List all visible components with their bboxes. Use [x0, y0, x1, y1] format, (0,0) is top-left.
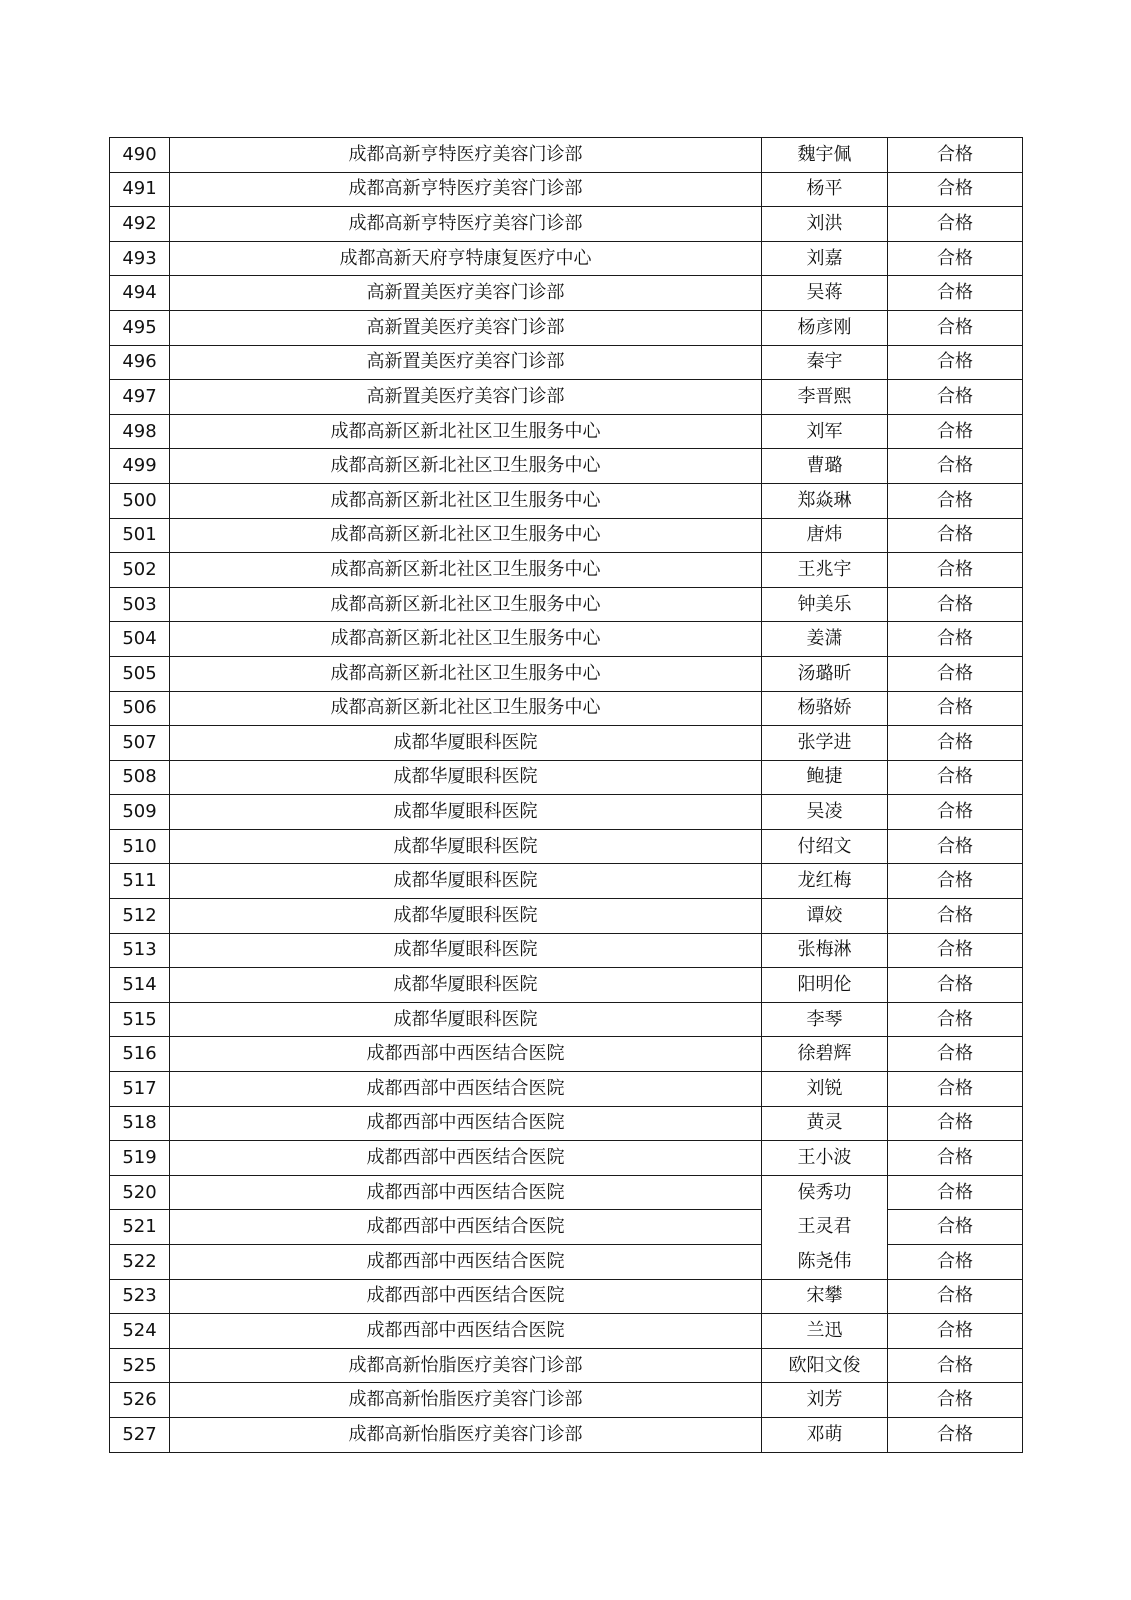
- result-cell: 合格: [888, 1383, 1023, 1418]
- person-name-cell: 刘嘉: [762, 241, 888, 276]
- person-name-cell: 宋攀: [762, 1279, 888, 1314]
- result-cell: 合格: [888, 864, 1023, 899]
- result-cell: 合格: [888, 345, 1023, 380]
- institution-cell: 成都西部中西医结合医院: [170, 1037, 762, 1072]
- institution-cell: 成都西部中西医结合医院: [170, 1106, 762, 1141]
- result-cell: 合格: [888, 1037, 1023, 1072]
- person-name-cell: 张梅淋: [762, 933, 888, 968]
- person-name-cell: 刘军: [762, 414, 888, 449]
- table-row: [110, 414, 1023, 449]
- table-row: [110, 1314, 1023, 1349]
- person-name-cell: 欧阳文俊: [762, 1348, 888, 1383]
- row-number-cell: 499: [110, 449, 170, 484]
- table-row: [110, 622, 1023, 657]
- row-number-cell: 509: [110, 795, 170, 830]
- person-name-cell: 钟美乐: [762, 587, 888, 622]
- row-number-cell: 523: [110, 1279, 170, 1314]
- person-name-cell: 刘锐: [762, 1072, 888, 1107]
- result-cell: 合格: [888, 587, 1023, 622]
- result-cell: 合格: [888, 760, 1023, 795]
- result-cell: 合格: [888, 483, 1023, 518]
- institution-cell: 成都西部中西医结合医院: [170, 1210, 762, 1245]
- person-name-cell: 侯秀功: [762, 1175, 888, 1210]
- person-name-cell: 张学进: [762, 726, 888, 761]
- table-row: [110, 1245, 1023, 1280]
- row-number-cell: 493: [110, 241, 170, 276]
- results-table-body: [110, 138, 1023, 1453]
- result-cell: 合格: [888, 829, 1023, 864]
- institution-cell: 成都华厦眼科医院: [170, 726, 762, 761]
- row-number-cell: 496: [110, 345, 170, 380]
- person-name-cell: 阳明伦: [762, 968, 888, 1003]
- row-number-cell: 512: [110, 899, 170, 934]
- table-row: [110, 310, 1023, 345]
- row-number-cell: 504: [110, 622, 170, 657]
- result-cell: 合格: [888, 310, 1023, 345]
- institution-cell: 高新置美医疗美容门诊部: [170, 345, 762, 380]
- institution-cell: 成都高新亨特医疗美容门诊部: [170, 207, 762, 242]
- table-row: [110, 933, 1023, 968]
- result-cell: 合格: [888, 968, 1023, 1003]
- institution-cell: 成都高新怡脂医疗美容门诊部: [170, 1383, 762, 1418]
- result-cell: 合格: [888, 138, 1023, 173]
- row-number-cell: 491: [110, 172, 170, 207]
- row-number-cell: 520: [110, 1175, 170, 1210]
- person-name-cell: 陈尧伟: [762, 1245, 888, 1280]
- person-name-cell: 王灵君: [762, 1210, 888, 1245]
- table-row: [110, 656, 1023, 691]
- person-name-cell: 杨骆娇: [762, 691, 888, 726]
- institution-cell: 成都高新怡脂医疗美容门诊部: [170, 1417, 762, 1452]
- person-name-cell: 吴蒋: [762, 276, 888, 311]
- table-row: [110, 1417, 1023, 1452]
- result-cell: 合格: [888, 1106, 1023, 1141]
- row-number-cell: 503: [110, 587, 170, 622]
- person-name-cell: 杨彦刚: [762, 310, 888, 345]
- result-cell: 合格: [888, 726, 1023, 761]
- institution-cell: 成都高新亨特医疗美容门诊部: [170, 172, 762, 207]
- row-number-cell: 515: [110, 1002, 170, 1037]
- institution-cell: 成都高新区新北社区卫生服务中心: [170, 449, 762, 484]
- row-number-cell: 526: [110, 1383, 170, 1418]
- table-row: [110, 1037, 1023, 1072]
- table-row: [110, 207, 1023, 242]
- institution-cell: 成都华厦眼科医院: [170, 1002, 762, 1037]
- person-name-cell: 刘芳: [762, 1383, 888, 1418]
- result-cell: 合格: [888, 1210, 1023, 1245]
- institution-cell: 成都西部中西医结合医院: [170, 1314, 762, 1349]
- person-name-cell: 汤璐昕: [762, 656, 888, 691]
- row-number-cell: 497: [110, 380, 170, 415]
- result-cell: 合格: [888, 691, 1023, 726]
- row-number-cell: 518: [110, 1106, 170, 1141]
- institution-cell: 成都华厦眼科医院: [170, 899, 762, 934]
- row-number-cell: 511: [110, 864, 170, 899]
- row-number-cell: 514: [110, 968, 170, 1003]
- row-number-cell: 505: [110, 656, 170, 691]
- result-cell: 合格: [888, 1175, 1023, 1210]
- row-number-cell: 498: [110, 414, 170, 449]
- institution-cell: 高新置美医疗美容门诊部: [170, 276, 762, 311]
- row-number-cell: 506: [110, 691, 170, 726]
- result-cell: 合格: [888, 899, 1023, 934]
- institution-cell: 成都西部中西医结合医院: [170, 1072, 762, 1107]
- table-row: [110, 795, 1023, 830]
- table-row: [110, 345, 1023, 380]
- institution-cell: 成都西部中西医结合医院: [170, 1175, 762, 1210]
- table-row: [110, 172, 1023, 207]
- table-row: [110, 1106, 1023, 1141]
- institution-cell: 成都西部中西医结合医院: [170, 1141, 762, 1176]
- row-number-cell: 494: [110, 276, 170, 311]
- person-name-cell: 兰迅: [762, 1314, 888, 1349]
- person-name-cell: 徐碧辉: [762, 1037, 888, 1072]
- row-number-cell: 501: [110, 518, 170, 553]
- row-number-cell: 500: [110, 483, 170, 518]
- institution-cell: 成都华厦眼科医院: [170, 933, 762, 968]
- person-name-cell: 王小波: [762, 1141, 888, 1176]
- result-cell: 合格: [888, 933, 1023, 968]
- result-cell: 合格: [888, 795, 1023, 830]
- result-cell: 合格: [888, 1279, 1023, 1314]
- person-name-cell: 秦宇: [762, 345, 888, 380]
- table-row: [110, 1175, 1023, 1210]
- row-number-cell: 513: [110, 933, 170, 968]
- row-number-cell: 521: [110, 1210, 170, 1245]
- person-name-cell: 谭姣: [762, 899, 888, 934]
- institution-cell: 成都华厦眼科医院: [170, 864, 762, 899]
- table-row: [110, 1348, 1023, 1383]
- institution-cell: 成都高新区新北社区卫生服务中心: [170, 691, 762, 726]
- institution-cell: 高新置美医疗美容门诊部: [170, 310, 762, 345]
- person-name-cell: 李琴: [762, 1002, 888, 1037]
- institution-cell: 成都高新区新北社区卫生服务中心: [170, 518, 762, 553]
- table-row: [110, 864, 1023, 899]
- person-name-cell: 杨平: [762, 172, 888, 207]
- institution-cell: 成都华厦眼科医院: [170, 829, 762, 864]
- person-name-cell: 李晋熙: [762, 380, 888, 415]
- table-row: [110, 726, 1023, 761]
- institution-cell: 成都高新区新北社区卫生服务中心: [170, 587, 762, 622]
- result-cell: 合格: [888, 1141, 1023, 1176]
- table-row: [110, 1210, 1023, 1245]
- table-row: [110, 899, 1023, 934]
- institution-cell: 成都西部中西医结合医院: [170, 1279, 762, 1314]
- row-number-cell: 495: [110, 310, 170, 345]
- person-name-cell: 邓萌: [762, 1417, 888, 1452]
- person-name-cell: 付绍文: [762, 829, 888, 864]
- result-cell: 合格: [888, 622, 1023, 657]
- person-name-cell: 吴凌: [762, 795, 888, 830]
- table-row: [110, 760, 1023, 795]
- row-number-cell: 524: [110, 1314, 170, 1349]
- institution-cell: 高新置美医疗美容门诊部: [170, 380, 762, 415]
- table-row: [110, 829, 1023, 864]
- table-row: [110, 483, 1023, 518]
- person-name-cell: 郑焱琳: [762, 483, 888, 518]
- person-name-cell: 刘洪: [762, 207, 888, 242]
- row-number-cell: 517: [110, 1072, 170, 1107]
- person-name-cell: 黄灵: [762, 1106, 888, 1141]
- institution-cell: 成都高新区新北社区卫生服务中心: [170, 483, 762, 518]
- row-number-cell: 502: [110, 553, 170, 588]
- table-row: [110, 553, 1023, 588]
- table-row: [110, 691, 1023, 726]
- person-name-cell: 魏宇佩: [762, 138, 888, 173]
- row-number-cell: 516: [110, 1037, 170, 1072]
- institution-cell: 成都华厦眼科医院: [170, 760, 762, 795]
- result-cell: 合格: [888, 1314, 1023, 1349]
- institution-cell: 成都华厦眼科医院: [170, 795, 762, 830]
- institution-cell: 成都高新天府亨特康复医疗中心: [170, 241, 762, 276]
- institution-cell: 成都高新区新北社区卫生服务中心: [170, 622, 762, 657]
- institution-cell: 成都高新区新北社区卫生服务中心: [170, 553, 762, 588]
- result-cell: 合格: [888, 414, 1023, 449]
- result-cell: 合格: [888, 449, 1023, 484]
- row-number-cell: 525: [110, 1348, 170, 1383]
- table-row: [110, 1141, 1023, 1176]
- result-cell: 合格: [888, 518, 1023, 553]
- person-name-cell: 鲍捷: [762, 760, 888, 795]
- institution-cell: 成都华厦眼科医院: [170, 968, 762, 1003]
- table-row: [110, 587, 1023, 622]
- table-row: [110, 1383, 1023, 1418]
- row-number-cell: 508: [110, 760, 170, 795]
- person-name-cell: 曹璐: [762, 449, 888, 484]
- result-cell: 合格: [888, 553, 1023, 588]
- result-cell: 合格: [888, 241, 1023, 276]
- result-cell: 合格: [888, 276, 1023, 311]
- table-row: [110, 138, 1023, 173]
- table-row: [110, 276, 1023, 311]
- result-cell: 合格: [888, 172, 1023, 207]
- table-row: [110, 1279, 1023, 1314]
- table-row: [110, 1002, 1023, 1037]
- row-number-cell: 510: [110, 829, 170, 864]
- result-cell: 合格: [888, 1417, 1023, 1452]
- result-cell: 合格: [888, 1072, 1023, 1107]
- table-row: [110, 968, 1023, 1003]
- institution-cell: 成都高新亨特医疗美容门诊部: [170, 138, 762, 173]
- result-cell: 合格: [888, 656, 1023, 691]
- institution-cell: 成都高新区新北社区卫生服务中心: [170, 656, 762, 691]
- table-row: [110, 241, 1023, 276]
- row-number-cell: 527: [110, 1417, 170, 1452]
- result-cell: 合格: [888, 1348, 1023, 1383]
- table-row: [110, 1072, 1023, 1107]
- person-name-cell: 王兆宇: [762, 553, 888, 588]
- result-cell: 合格: [888, 1245, 1023, 1280]
- institution-cell: 成都西部中西医结合医院: [170, 1245, 762, 1280]
- row-number-cell: 519: [110, 1141, 170, 1176]
- table-row: [110, 449, 1023, 484]
- person-name-cell: 唐炜: [762, 518, 888, 553]
- row-number-cell: 522: [110, 1245, 170, 1280]
- row-number-cell: 490: [110, 138, 170, 173]
- table-row: [110, 380, 1023, 415]
- result-cell: 合格: [888, 1002, 1023, 1037]
- person-name-cell: 龙红梅: [762, 864, 888, 899]
- result-cell: 合格: [888, 207, 1023, 242]
- table-row: [110, 518, 1023, 553]
- result-cell: 合格: [888, 380, 1023, 415]
- institution-cell: 成都高新怡脂医疗美容门诊部: [170, 1348, 762, 1383]
- person-name-cell: 姜潇: [762, 622, 888, 657]
- institution-cell: 成都高新区新北社区卫生服务中心: [170, 414, 762, 449]
- row-number-cell: 492: [110, 207, 170, 242]
- row-number-cell: 507: [110, 726, 170, 761]
- results-table: [109, 137, 1023, 1453]
